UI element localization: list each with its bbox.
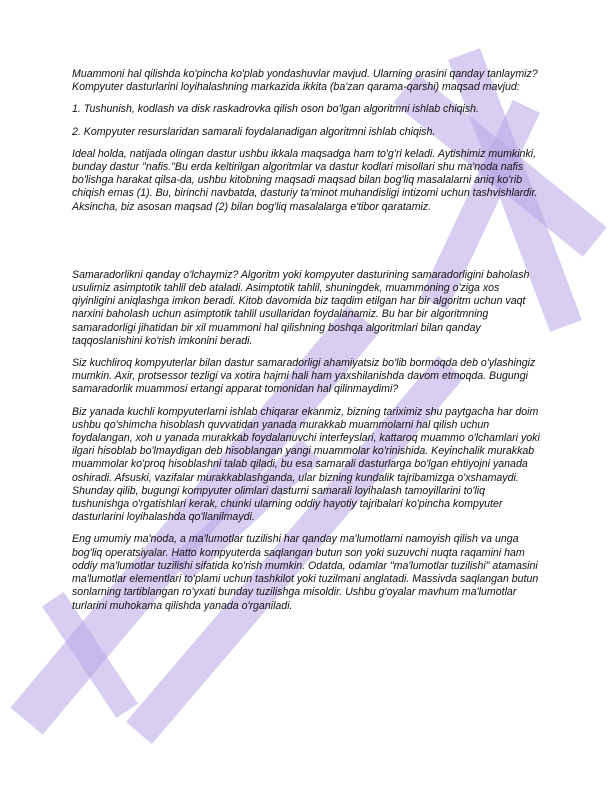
paragraph: Samaradorlikni qanday o'lchaymiz? Algoritm yoki kompyuter dasturining samaradorligini baholash usulimiz asimptotik tahlil deb ataladi. Asimptotik tahlil, shuningdek, muammoning o'ziga xos qiyinligini aniqlashga imkon beradi. Kitob davomida biz taqdim etilgan har bir algoritm uchun vaqt narxini baholash uchun asimptotik tahlil usullaridan foydalanamiz. Bu har bir algoritmning samaradorligi jihatidan bir xil muammoni hal qilishning boshqa algoritmlari bilan qanday taqqoslanishini ko'rish imkonini beradi. [72,268,530,347]
section-gap [72,223,540,269]
document-body [72,68,540,622]
paragraph: Siz kuchliroq kompyuterlar bilan dastur samaradorligi ahamiyatsiz bo'lib bormoqda deb o'ylashingiz mumkin. Axir, protsessor tezligi va xotira hajmi hali ham yaxshilanishda davom etmoqda. Bugungi samaradorlik muammosi ertangi apparat tomonidan hal qilinmaydimi? [72,357,536,396]
paragraph: Biz yanada kuchli kompyuterlarni ishlab chiqarar ekanmiz, bizning tariximiz shu paytgacha har doim ushbu qo'shimcha hisoblash quvvatidan yanada murakkab muammolarni hal qilish uchun foydalangan, xoh u yanada murakkab foydalanuvchi interfeyslari, kattaroq muammo o'lchamlari yoki ilgari hisoblab bo'lmaydigan deb hisoblangan yangi muammolar ko'rinishida. Keyinchalik murakkab muammolar ko'proq hisoblashni talab qiladi, bu esa samarali dasturlarga bo'lgan ehtiyojni yanada oshiradi. Afsuski, vazifalar murakkablashganda, ular bizning kundalik tajribamizga o'xshamaydi. Shunday qilib, bugungi kompyuter olimlari dasturni samarali loyihalash tamoyillarini to'liq tushunishga o'rgatishlari kerak, chunki ularning oddiy hayotiy tajribalari ko'pincha kompyuter dasturlarini loyihalashda qo'llanilmaydi. [72,405,540,524]
paragraph: 2. Kompyuter resurslaridan samarali foydalanadigan algoritmni ishlab chiqish. [72,125,436,138]
paragraph: 1. Tushunish, kodlash va disk raskadrovka qilish oson bo'lgan algoritmni ishlab chiqish. [72,103,479,116]
paragraph: Ideal holda, natijada olingan dastur ushbu ikkala maqsadga ham to'g'ri keladi. Aytishimiz mumkinki, bunday dastur "nafis."Bu erda keltirilgan algoritmlar va dastur kodlari misollari shu ma'noda nafis bo'lishga harakat qilsa-da, ushbu kitobning maqsadi maqsad bilan bog'liq masalalarni aniq ko'rib chiqish emas (1). Bu, birinchi navbatda, dasturiy ta'minot muhandisligi intizomi uchun tashvishlardir. Aksincha, biz asosan maqsad (2) bilan bog'liq masalalarga e'tibor qaratamiz. [72,147,538,213]
paragraph: Eng umumiy ma'noda, a ma'lumotlar tuzilishi har qanday ma'lumotlarni namoyish qilish va unga bog'liq operatsiyalar. Hatto kompyuterda saqlangan butun son yoki suzuvchi nuqta raqamini ham oddiy ma'lumotlar tuzilishi sifatida ko'rish mumkin. Odatda, odamlar "ma'lumotlar tuzilishi" atamasini ma'lumotlar elementlari to'plami uchun tashkilot yoki tuzilmani anglatadi. Massivda saqlangan butun sonlarning tartiblangan ro'yxati bunday tuzilishga misoldir. Ushbu g'oyalar mavhum ma'lumotlar turlarini muhokama qilishda yanada o'rganiladi. [72,533,539,612]
watermark-stroke [60,610,120,700]
paragraph: Muammoni hal qilishda ko'pincha ko'plab yondashuvlar mavjud. Ularning orasini qanday tanlaymiz? Kompyuter dasturlarini loyihalashning markazida ikkita (ba'zan qarama-qarshi) maqsad mavjud: [72,68,538,94]
